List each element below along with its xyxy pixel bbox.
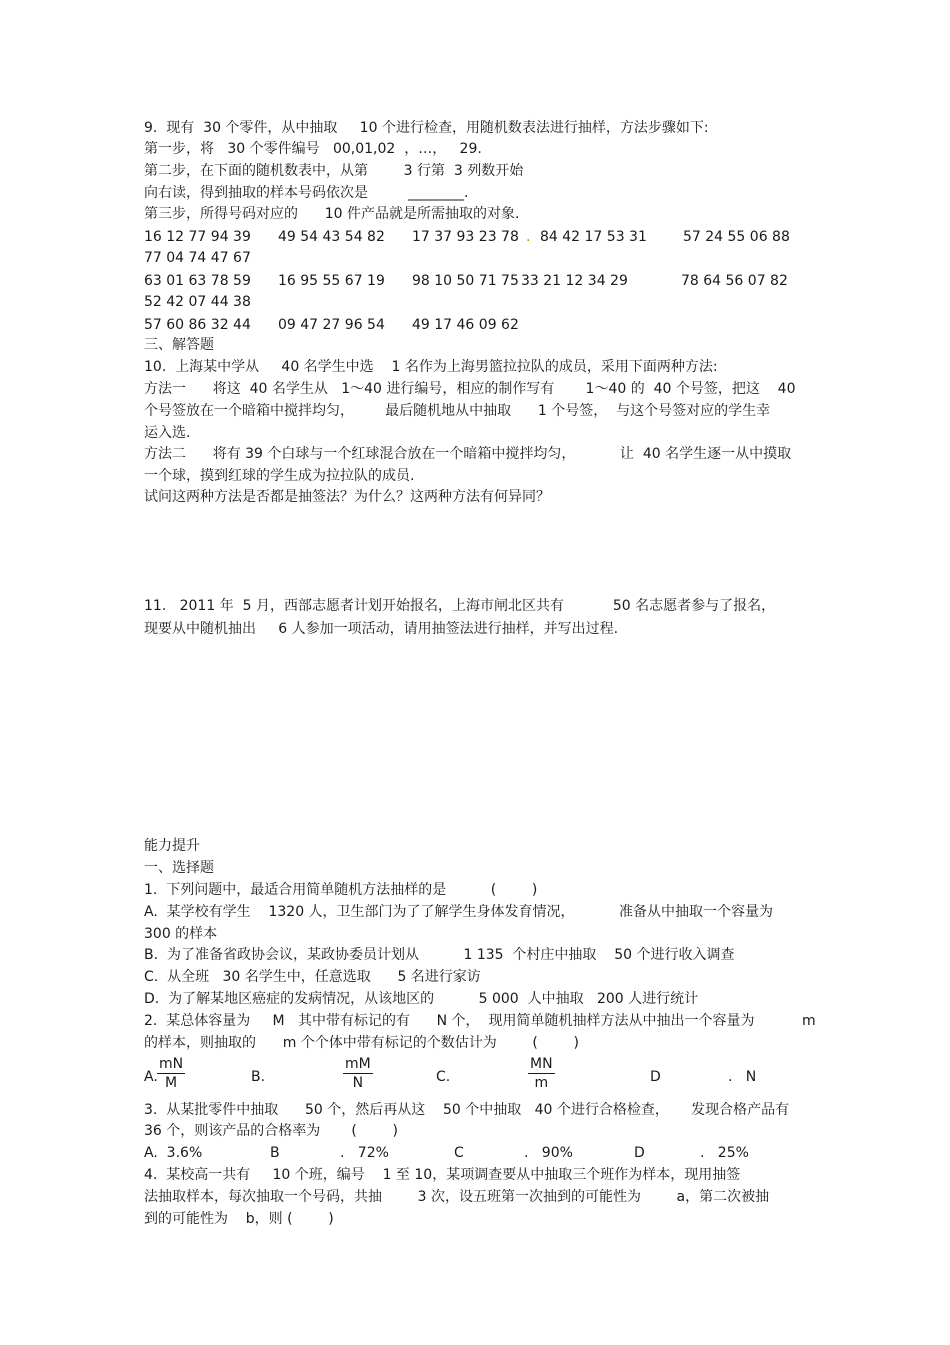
p2-option-d-value: . N: [728, 1069, 757, 1085]
p2-line1: 2. 某总体容量为 M 其中带有标记的有 N 个， 现用简单随机抽样方法从中抽出一个容量为: [144, 1013, 755, 1029]
p2-option-a-fraction: [157, 1055, 185, 1092]
fraction-denominator: M: [165, 1075, 178, 1091]
q9-line3: 第二步，在下面的随机数表中，从第 3 行第 3 列数开始: [144, 163, 524, 179]
p3-option-c-label: C: [454, 1145, 464, 1161]
q9-line4: 向右读，得到抽取的样本号码依次是 ________.: [144, 185, 469, 201]
rand-row1-dot: .: [526, 229, 531, 245]
p4-line2: 法抽取样本，每次抽取一个号码，共抽 3 次，设五班第一次抽到的可能性为 a，第二次被抽: [144, 1189, 770, 1205]
p3-option-b-value: . 72%: [340, 1145, 389, 1161]
rand-row1-c2: 49 54 43 54 82: [278, 229, 385, 245]
p3-option-d-value: . 25%: [700, 1145, 749, 1161]
q10-line3: 个号签放在一个暗箱中搅拌均匀， 最后随机地从中抽取 1 个号签， 与这个号签对应的学生幸: [144, 403, 771, 419]
p2-option-c-fraction: [528, 1055, 555, 1092]
p4-line3: 到的可能性为 b，则 ( ): [144, 1211, 334, 1227]
q9-line5: 第三步，所得号码对应的 10 件产品就是所需抽取的对象.: [144, 206, 520, 222]
rand-row1-wrap: 77 04 74 47 67: [144, 250, 251, 266]
q11-line1: 11. 2011 年 5 月，西部志愿者计划开始报名，上海市闸北区共有 50 名志愿者参与了报名，: [144, 598, 776, 614]
fraction-numerator: mM: [345, 1056, 371, 1072]
rand-row2-c5: 78 64 56 07 82: [681, 273, 788, 289]
p2-line1-m: m: [802, 1013, 816, 1029]
rand-row1-c3: 17 37 93 23 78: [412, 229, 519, 245]
p3-option-b-label: B: [270, 1145, 280, 1161]
rand-row3-c3: 49 17 46 09 62: [412, 317, 519, 333]
p3-option-a: A. 3.6%: [144, 1145, 203, 1161]
fraction-denominator: N: [352, 1075, 364, 1091]
p1-option-c: C. 从全班 30 名学生中，任意选取 5 名进行家访: [144, 969, 481, 985]
p2-option-b-fraction: [343, 1055, 373, 1092]
p3-line2: 36 个，则该产品的合格率为 ( ): [144, 1123, 398, 1139]
ability-heading: 能力提升: [144, 838, 200, 854]
fraction-numerator: mN: [159, 1056, 184, 1072]
p2-option-b-label: B.: [251, 1069, 266, 1085]
p3-line1: 3. 从某批零件中抽取 50 个，然后再从这 50 个中抽取 40 个进行合格检查， 发现合格产品有: [144, 1102, 790, 1118]
rand-row2-c4: 33 21 12 34 29: [521, 273, 628, 289]
fraction-numerator: MN: [530, 1056, 553, 1072]
rand-row1-c5: 57 24 55 06 88: [683, 229, 790, 245]
p3-option-c-value: . 90%: [524, 1145, 573, 1161]
p1-option-a: A. 某学校有学生 1320 人，卫生部门为了了解学生身体发育情况， 准备从中抽取一个容量为: [144, 904, 774, 920]
q9-line2: 第一步，将 30 个零件编号 00,01,02 ，…， 29.: [144, 141, 482, 157]
p1-option-b: B. 为了准备省政协会议，某政协委员计划从 1 135 个村庄中抽取 50 个进行收入调查: [144, 947, 735, 963]
section-heading-3: 三、解答题: [144, 337, 214, 353]
p2-option-c-label: C.: [436, 1069, 451, 1085]
rand-row3-c1: 57 60 86 32 44: [144, 317, 251, 333]
q11-line2: 现要从中随机抽出 6 人参加一项活动，请用抽签法进行抽样，并写出过程.: [144, 621, 619, 637]
p2-option-d-label: D: [650, 1069, 661, 1085]
fraction-denominator: m: [534, 1075, 549, 1091]
q10-line7: 试问这两种方法是否都是抽签法？为什么？这两种方法有何异同？: [144, 489, 550, 505]
p2-option-a-label: A.: [144, 1069, 158, 1085]
p4-line1: 4. 某校高一共有 10 个班，编号 1 至 10，某项调查要从中抽取三个班作为样本，现用抽签: [144, 1167, 741, 1183]
p1-stem: 1. 下列问题中，最适合用简单随机方法抽样的是 ( ): [144, 882, 538, 898]
p3-option-d-label: D: [634, 1145, 645, 1161]
rand-row3-c2: 09 47 27 96 54: [278, 317, 385, 333]
section-heading-1: 一、选择题: [144, 860, 214, 876]
q10-line4: 运入选.: [144, 425, 191, 441]
p2-line2: 的样本，则抽取的 m 个个体中带有标记的个数估计为 ( ): [144, 1035, 579, 1051]
q10-line5: 方法二 将有 39 个白球与一个红球混合放在一个暗箱中搅拌均匀， 让 40 名学生逐一从中摸取: [144, 446, 792, 462]
rand-row2-c2: 16 95 55 67 19: [278, 273, 385, 289]
p1-option-a-cont: 300 的样本: [144, 926, 218, 942]
rand-row1-c4: 84 42 17 53 31: [540, 229, 647, 245]
rand-row1-c1: 16 12 77 94 39: [144, 229, 251, 245]
rand-row2-c1: 63 01 63 78 59: [144, 273, 251, 289]
q9-line1: 9. 现有 30 个零件，从中抽取 10 个进行检查，用随机数表法进行抽样，方法步骤如下:: [144, 120, 709, 136]
rand-row2-c3: 98 10 50 71 75: [412, 273, 519, 289]
rand-row2-wrap: 52 42 07 44 38: [144, 294, 251, 310]
q10-line2: 方法一 将这 40 名学生从 1～40 进行编号，相应的制作写有 1～40 的 40 个号签，把这 40: [144, 381, 796, 397]
q10-line6: 一个球，摸到红球的学生成为拉拉队的成员.: [144, 468, 415, 484]
q10-line1: 10. 上海某中学从 40 名学生中选 1 名作为上海男篮拉拉队的成员，采用下面两种方法:: [144, 359, 718, 375]
p1-option-d: D. 为了解某地区癌症的发病情况，从该地区的 5 000 人中抽取 200 人进行统计: [144, 991, 699, 1007]
